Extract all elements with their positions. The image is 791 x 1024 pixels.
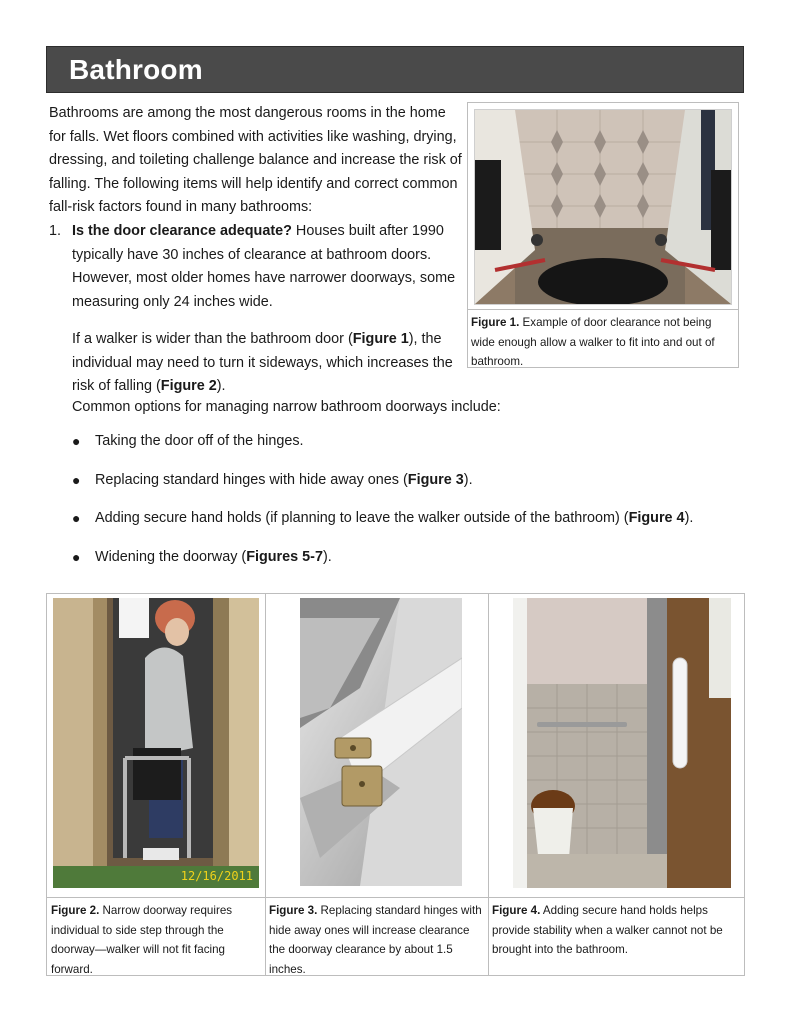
options-intro: Common options for managing narrow bathroom doorways include: — [72, 399, 501, 415]
item-door-clearance — [49, 220, 465, 399]
figure-2-caption: Figure 2. Narrow doorway requires individual to side step through the doorway—walker will not fit facing forward. — [51, 904, 233, 976]
figure-3-reference: Figure 3 — [407, 471, 464, 488]
figure-1-caption: Figure 1. Example of door clearance not being wide enough allow a walker to fit into and out of bathroom. — [471, 316, 715, 368]
intro-paragraph: Bathrooms are among the most dangerous rooms in the home for falls. Wet floors combined with activities like washing, drying, dressing, and toileting challenge balance and increase the risk of falling. The following items will help identify and correct common fall-risk factors found in many bathrooms: — [49, 105, 462, 215]
figure-2-photo — [53, 598, 259, 888]
figure-2-reference: Figure 2 — [160, 378, 217, 394]
section-header — [46, 46, 744, 93]
item-text: Houses built after 1990 typically have 30 inches of clearance at bathroom doors. However, most older homes have narrower doorways, some measuring only 24 inches wide. — [72, 223, 456, 310]
figure-4-caption: Figure 4. Adding secure hand holds helps provide stability when a walker cannot not be brought into the bathroom. — [492, 904, 723, 956]
list-item: ● Taking the door off of the hinges. — [72, 433, 304, 449]
list-item: ● Replacing standard hinges with hide away ones (Figure 3). — [72, 471, 473, 488]
page-title: Bathroom — [69, 54, 203, 85]
figure-4-photo — [513, 598, 731, 888]
list-item: ● Adding secure hand holds (if planning to leave the walker outside of the bathroom) (Figure 4). — [72, 510, 694, 526]
list-item: ● Widening the doorway (Figures 5-7). — [72, 548, 332, 565]
figure-1-photo — [474, 109, 732, 305]
item-question: Is the door clearance adequate? — [72, 223, 292, 239]
figure-3-caption: Figure 3. Replacing standard hinges with hide away ones will increase clearance the doorway clearance by about 1.5 inches. — [269, 904, 482, 976]
item-p2-text-b: ), the individual may need to turn it sideways, which increases the risk of falling ( — [72, 331, 453, 394]
item-number: 1. — [49, 223, 62, 239]
figure-table — [46, 593, 745, 976]
figure-1 — [467, 102, 739, 368]
figures-5-7-reference: Figures 5-7 — [246, 548, 323, 565]
item-p2-text-c: ). — [216, 378, 226, 394]
figure-2-date-stamp: 12/16/2011 — [180, 869, 253, 883]
figure-4-reference: Figure 4 — [628, 510, 685, 526]
figure-1-reference: Figure 1 — [352, 331, 409, 347]
item-p2-text-a: If a walker is wider than the bathroom door ( — [72, 331, 353, 347]
options-list — [72, 430, 732, 584]
item-paragraph-2 — [72, 328, 465, 399]
figure-3-photo — [300, 598, 462, 886]
item-paragraph-1 — [72, 220, 465, 314]
